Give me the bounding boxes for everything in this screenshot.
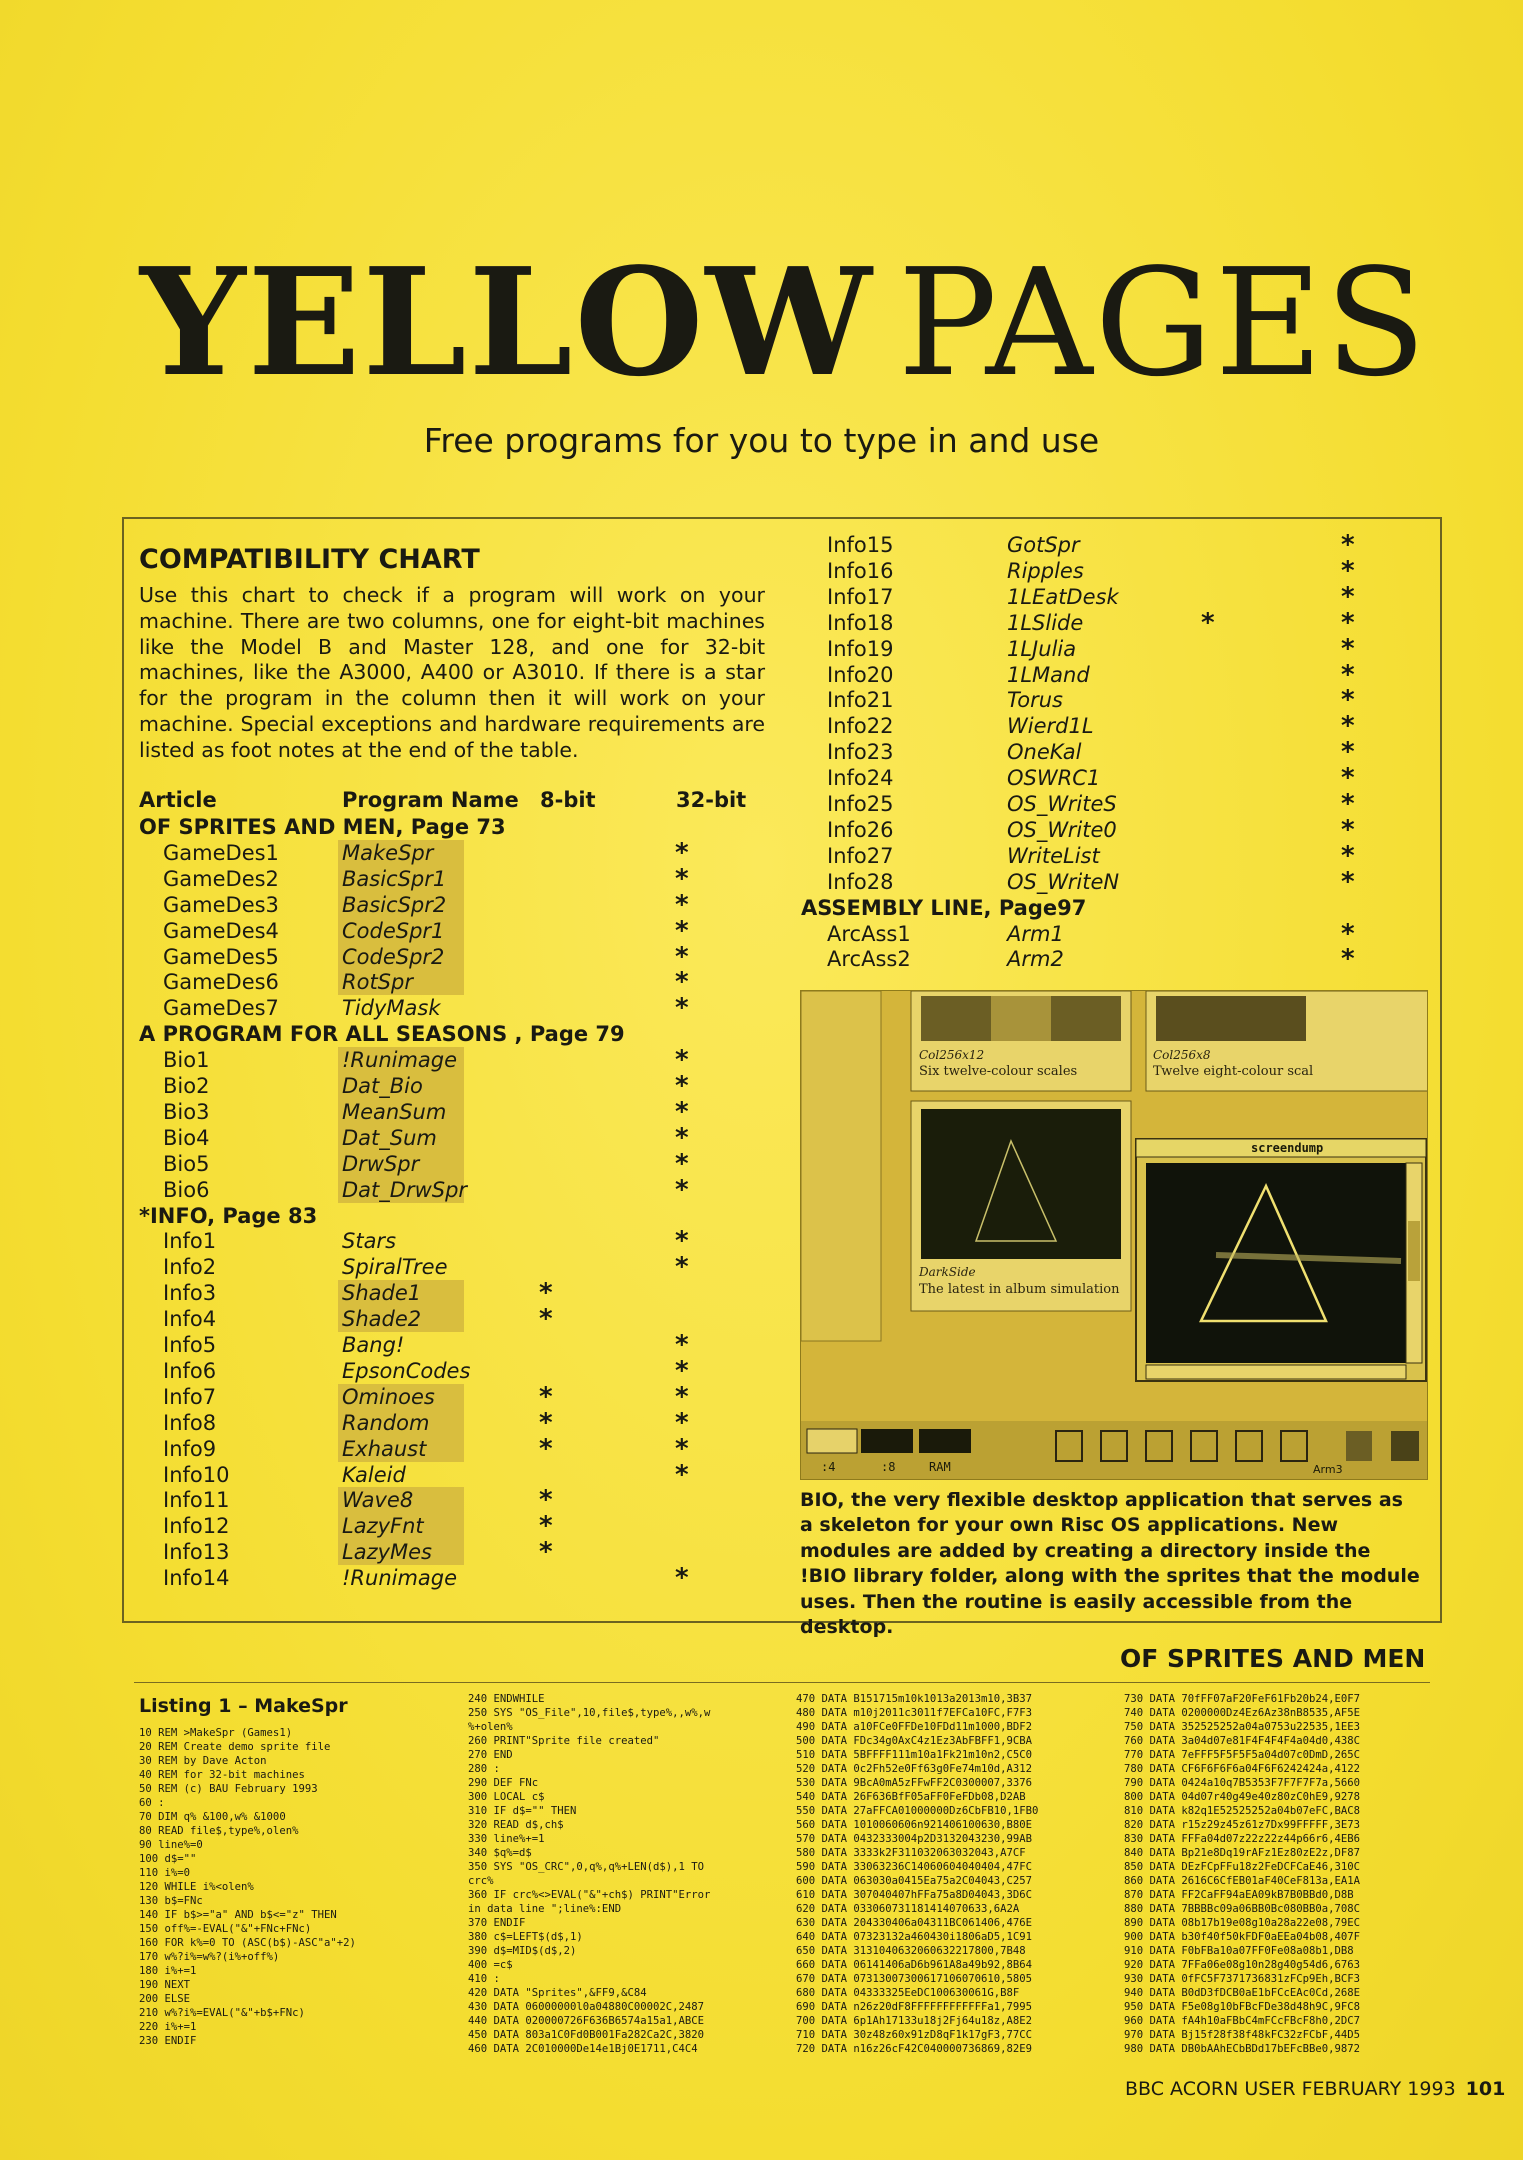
- star-32bit: *: [675, 863, 689, 894]
- chart-row: [163, 967, 723, 998]
- article-name: Info23: [827, 740, 894, 765]
- star-32bit: *: [675, 967, 689, 998]
- article-name: Info16: [827, 558, 894, 583]
- chart-row: [827, 791, 1367, 817]
- header-article: Article: [139, 788, 217, 812]
- footer-publication: BBC ACORN USER FEBRUARY 1993: [1125, 2078, 1456, 2100]
- star-32bit: *: [675, 1433, 689, 1464]
- program-name: OS_WriteS: [1007, 792, 1117, 816]
- program-name: Shade1: [338, 1280, 464, 1306]
- chart-title: COMPATIBILITY CHART: [139, 544, 480, 575]
- chart-section-heading: A PROGRAM FOR ALL SEASONS , Page 79: [139, 1022, 625, 1047]
- star-32bit: *: [675, 1174, 689, 1205]
- article-name: Info14: [163, 1566, 230, 1591]
- article-name: Bio6: [163, 1177, 210, 1202]
- program-name: Shade2: [338, 1306, 464, 1332]
- star-32bit: *: [1341, 555, 1355, 586]
- program-name: Bang!: [342, 1333, 405, 1357]
- article-name: GameDes4: [163, 918, 279, 943]
- chart-row: [163, 915, 723, 946]
- star-8bit: *: [539, 1485, 553, 1516]
- article-name: ArcAss1: [827, 921, 911, 946]
- chart-row: [827, 659, 1367, 690]
- listing-title: Listing 1 – MakeSpr: [139, 1695, 348, 1717]
- star-32bit: *: [1341, 840, 1355, 871]
- chart-row: [163, 1226, 723, 1257]
- chart-row: [827, 685, 1367, 716]
- chart-row: [827, 532, 1367, 558]
- program-name: 1LJulia: [1007, 636, 1077, 661]
- star-32bit: *: [1341, 789, 1355, 819]
- chart-row: [827, 866, 1367, 897]
- win1-title: Col256x12: [919, 1048, 985, 1062]
- article-name: Info12: [163, 1514, 230, 1539]
- chart-row: [827, 737, 1367, 768]
- article-name: Info6: [163, 1358, 217, 1383]
- article-name: Bio5: [163, 1151, 210, 1176]
- star-32bit: *: [675, 1563, 689, 1594]
- program-name: Ominoes: [338, 1384, 464, 1410]
- chart-row: [163, 1537, 723, 1568]
- program-name: OSWRC1: [1007, 766, 1101, 791]
- chart-row: [827, 814, 1367, 845]
- article-name: Bio4: [163, 1125, 210, 1150]
- chart-row: [163, 1045, 723, 1076]
- star-32bit: *: [675, 1071, 689, 1101]
- program-name: WriteList: [1007, 843, 1100, 868]
- chart-row: [163, 993, 723, 1024]
- program-name: Random: [338, 1410, 464, 1436]
- star-32bit: *: [1341, 814, 1355, 845]
- star-32bit: *: [675, 1148, 689, 1179]
- chart-row: [163, 1381, 723, 1412]
- chart-section-heading: ASSEMBLY LINE, Page97: [801, 895, 1087, 920]
- star-32bit: *: [1341, 530, 1355, 560]
- chart-row: [163, 837, 723, 868]
- star-32bit: *: [1341, 711, 1355, 742]
- star-32bit: *: [675, 837, 689, 868]
- article-name: GameDes1: [163, 840, 279, 865]
- chart-row: [163, 1563, 723, 1594]
- win3-title: DarkSide: [919, 1265, 976, 1279]
- chart-row: [827, 763, 1367, 794]
- program-name: Kaleid: [342, 1462, 406, 1487]
- chart-row: [163, 863, 723, 894]
- program-name: Exhaust: [338, 1436, 464, 1462]
- program-name: GotSpr: [1007, 533, 1080, 557]
- star-32bit: *: [675, 1045, 689, 1076]
- chart-row: [163, 1304, 723, 1335]
- program-name: Stars: [342, 1229, 397, 1254]
- article-name: Info26: [827, 817, 894, 842]
- star-32bit: *: [675, 1459, 689, 1490]
- page-subtitle: Free programs for you to type in and use: [423, 421, 1100, 460]
- chart-row: [827, 555, 1367, 586]
- star-32bit: *: [1341, 763, 1355, 794]
- program-name: !Runimage: [342, 1566, 458, 1591]
- chart-row: [827, 581, 1367, 612]
- star-8bit: *: [539, 1511, 553, 1542]
- article-name: Info24: [827, 766, 894, 791]
- star-32bit: *: [675, 1252, 689, 1283]
- article-name: Info2: [163, 1255, 217, 1280]
- star-32bit: *: [675, 1407, 689, 1438]
- win3-text: The latest in album simulation: [919, 1282, 1120, 1297]
- header-program: Program Name: [342, 788, 519, 812]
- article-name: Bio3: [163, 1099, 210, 1124]
- chart-row: [163, 1332, 723, 1358]
- page-title: [140, 235, 1429, 410]
- chart-row: [163, 1096, 723, 1127]
- program-name: BasicSpr1: [338, 866, 464, 892]
- article-name: Info25: [827, 792, 894, 816]
- article-name: Info7: [163, 1384, 217, 1409]
- iconbar-label-b: :8: [881, 1460, 896, 1474]
- star-32bit: *: [1341, 918, 1355, 949]
- article-name: Info28: [827, 869, 894, 894]
- program-name: Dat_Sum: [338, 1125, 464, 1151]
- chart-row: [163, 889, 723, 920]
- win2-title: Col256x8: [1153, 1048, 1211, 1062]
- article-name: Info10: [163, 1462, 230, 1487]
- program-name: BasicSpr2: [338, 892, 464, 918]
- star-32bit: *: [1341, 944, 1355, 975]
- article-name: Bio1: [163, 1048, 210, 1073]
- article-name: Info5: [163, 1333, 217, 1357]
- star-8bit: *: [539, 1537, 553, 1568]
- article-name: Info18: [827, 610, 894, 635]
- desktop-screenshot-graphic: [801, 991, 1428, 1480]
- chart-section-heading: *INFO, Page 83: [139, 1203, 318, 1228]
- chart-row: [163, 1511, 723, 1542]
- listing-column-2: 240 ENDWHILE 250 SYS "OS_File",10,file$,type%,,w%,w %+olen% 260 PRINT"Sprite file created" 270 END 280 : 290 DEF FNc 300 LOCAL c$ 310 IF d$="" THEN 320 READ d$,ch$ 330 line%+=1 340 $q%=d$ 350 SYS "OS_CRC",0,q%,q%+LEN(d$),1 TO crc% 360 IF crc%<>EVAL("&"+ch$) PRINT"Error in data line ";line%:END 370 ENDIF 380 c$=LEFT$(d$,1) 390 d$=MID$(d$,2) 400 =c$ 410 : 420 DATA "Sprites",&FF9,&C84 430 DATA 06000000l0a04880C00002C,2487 440 DATA 020000726F636B6574a15a1,ABCE 450 DATA 803a1C0Fd0B001Fa282Ca2C,3820 460 DATA 2C010000De14e1Bj0E1711,C4C4: [468, 1693, 711, 2055]
- program-name: LazyMes: [338, 1539, 464, 1565]
- article-name: Info17: [827, 584, 894, 609]
- chart-row: [827, 607, 1367, 638]
- chart-row: [163, 1148, 723, 1179]
- article-name: Info8: [163, 1410, 217, 1435]
- article-name: Info3: [163, 1281, 217, 1306]
- article-name: Info27: [827, 843, 894, 868]
- star-32bit: *: [675, 1381, 689, 1412]
- article-name: Bio2: [163, 1074, 210, 1098]
- article-name: Info21: [827, 688, 894, 713]
- star-32bit: *: [675, 1226, 689, 1257]
- program-name: MeanSum: [338, 1099, 464, 1125]
- program-name: SpiralTree: [342, 1255, 448, 1280]
- chart-row: [827, 944, 1367, 975]
- star-8bit: *: [539, 1381, 553, 1412]
- program-name: TidyMask: [342, 996, 441, 1021]
- program-name: CodeSpr1: [338, 918, 464, 944]
- star-8bit: *: [539, 1278, 553, 1309]
- star-32bit: *: [1341, 607, 1355, 638]
- chart-row: [827, 840, 1367, 871]
- title-word-pages: PAGES: [897, 237, 1429, 409]
- chart-row: [163, 1252, 723, 1283]
- chart-row: [163, 1174, 723, 1205]
- chart-intro: Use this chart to check if a program will work on your machine. There are two columns, one for eight-bit machines like the Model B and Master 128, and one for 32-bit machines, like the A3000, A400 or A3010. If there is a star for the program in the column then it will work on your machine. Special exceptions and hardware requirements are listed as foot notes at the end of the table.: [139, 583, 765, 762]
- article-name: Info22: [827, 714, 894, 739]
- chart-row: [827, 633, 1367, 664]
- chart-row: [827, 711, 1367, 742]
- title-word-yellow: YELLOW: [140, 235, 874, 409]
- program-name: 1LEatDesk: [1007, 584, 1119, 609]
- star-32bit: *: [675, 993, 689, 1024]
- article-name: GameDes5: [163, 944, 279, 969]
- program-name: MakeSpr: [338, 840, 464, 866]
- program-name: !Runimage: [338, 1047, 464, 1073]
- star-32bit: *: [675, 1355, 689, 1386]
- star-32bit: *: [1341, 866, 1355, 897]
- program-name: EpsonCodes: [342, 1358, 471, 1383]
- chart-row: [827, 918, 1367, 949]
- star-32bit: *: [1341, 737, 1355, 768]
- listing-top-rule: [134, 1682, 1430, 1683]
- listing-column-3: 470 DATA B151715m10k1013a2013m10,3B37 480 DATA m10j2011c3011f7EFCa10FC,F7F3 490 DATA a10FCe0FFDe10FDd11m1000,BDF2 500 DATA FDc34g0AxC4z1Ez3AbFBFF1,9CBA 510 DATA 5BFFFF111m10a1Fk21m10n2,C5C0 520 DATA 0c2Fh52e0Ff63g0Fe74m10d,A312 530 DATA 9BcA0mA5zFFwFF2C0300007,3376 540 DATA 26F636BfF05aFF0FeFDb08,D2AB 550 DATA 27aFFCA01000000Dz6CbFB10,1FB0 560 DATA 1010060606n921406100630,B80E 570 DATA 0432333004p2D3132043230,99AB 580 DATA 3333k2F311032063032043,A7CF 590 DATA 33063236C14060604040404,47FC 600 DATA 063030a0415Ea75a2C04043,C257 610 DATA 307040407hFFa75a8D04043,3D6C 620 DATA 033060731181414070633,6A2A 630 DATA 204330406a04311BC061406,476E 640 DATA 07323132a460430i1806aD5,1C91 650 DATA 3131040632060632217800,7B48 660 DATA 06141406aD6b961A8a49b92,8B64 670 DATA 07313007300617106070610,5805 680 DATA 04333325EeDC100630061G,B8F 690 DATA n26z20dF8FFFFFFFFFFFFa1,7995 700 DATA 6p1Ah17133u18j2Fj64u18z,A8E2 710 DATA 30z48z60x91zD8qF1k17gF3,77CC 720 DATA n16z26cF42C040000736869,82E9: [796, 1693, 1039, 2055]
- chart-row: [163, 1433, 723, 1464]
- article-name: Info13: [163, 1540, 230, 1565]
- article-name: Info15: [827, 533, 894, 557]
- iconbar-arm3: Arm3: [1313, 1463, 1343, 1476]
- program-name: Arm2: [1007, 947, 1064, 972]
- program-name: Ripples: [1007, 558, 1084, 583]
- header-32bit: 32-bit: [676, 788, 747, 812]
- page-number: 101: [1465, 2078, 1506, 2100]
- chart-row: [163, 941, 723, 972]
- star-8bit: *: [539, 1407, 553, 1438]
- listing-column-4: 730 DATA 70fFF07aF20FeF61Fb20b24,E0F7 740 DATA 0200000Dz4Ez6Az38nB8535,AF5E 750 DATA 352525252a04a0753u22535,1EE3 760 DATA 3a04d07e81F4F4F4F4a04d0,438C 770 DATA 7eFFF5F5F5F5a04d07c0DmD,265C 780 DATA CF6F6F6F6a04F6F6242424a,4122 790 DATA 0424a10q7B5353F7F7F7F7a,5660 800 DATA 04d07r40g49e40z80zC0hE9,9278 810 DATA k82q1E52525252a04b07eFC,BAC8 820 DATA r15z29z45z61z7Dx99FFFFF,3E73 830 DATA FFFa04d07z22z22z44p66r6,4EB6 840 DATA Bp21e8Dq19rAFz1Ez80zE2z,DF87 850 DATA DEzFCpFFu18z2FeDCFCaE46,310C 860 DATA 2616C6CfEB01aF40CeF813a,EA1A 870 DATA FF2CaFF94aEA09kB7B0BBd0,D8B 880 DATA 7BBBBc09a06BB0Bc080BB0a,708C 890 DATA 08b17b19e08g10a28a22e08,79EC 900 DATA b30f40f50kFDF0aEEa04b08,407F 910 DATA F0bFBa10a07FF0Fe08a08b1,DB8 920 DATA 7FFa06e08g10n28g40g54d6,6763 930 DATA 0fFC5F7371736831zFCp9Eh,BCF3 940 DATA B0dD3fDCB0aE1bFCcEAc0Cd,268E 950 DATA F5e08g10bFBcFDe38d48h9C,9FC8 960 DATA fA4h10aFBbC4mFCcFBcF8h0,2DC7 970 DATA Bj15f28f38f48kFC32zFCbF,44D5 980 DATA DB0bAAhECbBDd17bEFcBBe0,9872: [1124, 1693, 1360, 2055]
- article-name: Info9: [163, 1436, 217, 1461]
- listing-column-1: 10 REM >MakeSpr (Games1) 20 REM Create demo sprite file 30 REM by Dave Acton 40 REM for 32-bit machines 50 REM (c) BAU February 1993 60 : 70 DIM q% &100,w% &1000 80 READ file$,type%,olen% 90 line%=0 100 d$="" 110 i%=0 120 WHILE i%<olen% 130 b$=FNc 140 IF b$>="a" AND b$<="z" THEN 150 off%=-EVAL("&"+FNc+FNc) 160 FOR k%=0 TO (ASC(b$)-ASC"a"+2) 170 w%?i%=w%?(i%+off%) 180 i%+=1 190 NEXT 200 ELSE 210 w%?i%=EVAL("&"+b$+FNc) 220 i%+=1 230 ENDIF: [139, 1727, 356, 2047]
- star-32bit: *: [675, 1096, 689, 1127]
- chart-row: [163, 1459, 723, 1490]
- desktop-screenshot: [800, 990, 1428, 1480]
- star-32bit: *: [1341, 581, 1355, 612]
- program-name: Arm1: [1007, 921, 1064, 946]
- program-name: 1LSlide: [1007, 610, 1084, 635]
- header-8bit: 8-bit: [540, 788, 596, 812]
- article-name: Info1: [163, 1229, 217, 1254]
- chart-row: [163, 1407, 723, 1438]
- chart-row: [163, 1073, 723, 1099]
- iconbar-label-a: :4: [821, 1460, 836, 1474]
- program-name: OS_Write0: [1007, 817, 1117, 842]
- program-name: Wierd1L: [1007, 714, 1094, 739]
- star-8bit: *: [539, 1304, 553, 1335]
- program-name: CodeSpr2: [338, 944, 464, 970]
- program-name: Dat_Bio: [338, 1073, 464, 1099]
- article-name: GameDes7: [163, 996, 279, 1021]
- program-name: OS_WriteN: [1007, 869, 1120, 894]
- star-32bit: *: [1341, 633, 1355, 664]
- article-name: Info11: [163, 1488, 230, 1513]
- star-32bit: *: [675, 915, 689, 946]
- win1-text: Six twelve-colour scales: [919, 1064, 1078, 1079]
- chart-row: [163, 1485, 723, 1516]
- article-name: Info19: [827, 636, 894, 661]
- iconbar-ram: RAM: [929, 1460, 951, 1474]
- chart-row: [163, 1355, 723, 1386]
- program-name: Dat_DrwSpr: [338, 1177, 464, 1203]
- article-name: GameDes3: [163, 892, 279, 917]
- article-name: GameDes2: [163, 866, 279, 891]
- program-name: Torus: [1007, 688, 1063, 713]
- star-32bit: *: [675, 1122, 689, 1153]
- chart-row: [163, 1278, 723, 1309]
- win4-title: screendump: [1251, 1141, 1324, 1155]
- star-32bit: *: [675, 889, 689, 920]
- chart-row: [163, 1122, 723, 1153]
- listing-section-title: OF SPRITES AND MEN: [1120, 1644, 1426, 1673]
- star-32bit: *: [1341, 659, 1355, 690]
- article-name: Info20: [827, 662, 894, 687]
- star-32bit: *: [675, 941, 689, 972]
- win2-text: Twelve eight-colour scal: [1153, 1064, 1314, 1079]
- page-footer: [1125, 2078, 1505, 2100]
- star-32bit: *: [675, 1330, 689, 1360]
- program-name: Wave8: [338, 1487, 464, 1513]
- program-name: RotSpr: [338, 969, 464, 995]
- article-name: ArcAss2: [827, 947, 911, 972]
- article-name: Info4: [163, 1307, 217, 1332]
- star-32bit: *: [1341, 685, 1355, 716]
- program-name: DrwSpr: [338, 1151, 464, 1177]
- article-name: GameDes6: [163, 970, 279, 995]
- chart-section-heading: OF SPRITES AND MEN, Page 73: [139, 815, 506, 839]
- program-name: LazyFnt: [338, 1513, 464, 1539]
- program-name: OneKal: [1007, 740, 1082, 765]
- star-8bit: *: [539, 1433, 553, 1464]
- program-name: 1LMand: [1007, 662, 1090, 687]
- star-8bit: *: [1201, 607, 1215, 638]
- screenshot-caption: BIO, the very flexible desktop application that serves as a skeleton for your own Risc OS applications. New modules are added by creating a directory inside the !BIO library folder, along with the sprites that the module uses. Then the routine is easily accessible from the desktop.: [800, 1489, 1420, 1639]
